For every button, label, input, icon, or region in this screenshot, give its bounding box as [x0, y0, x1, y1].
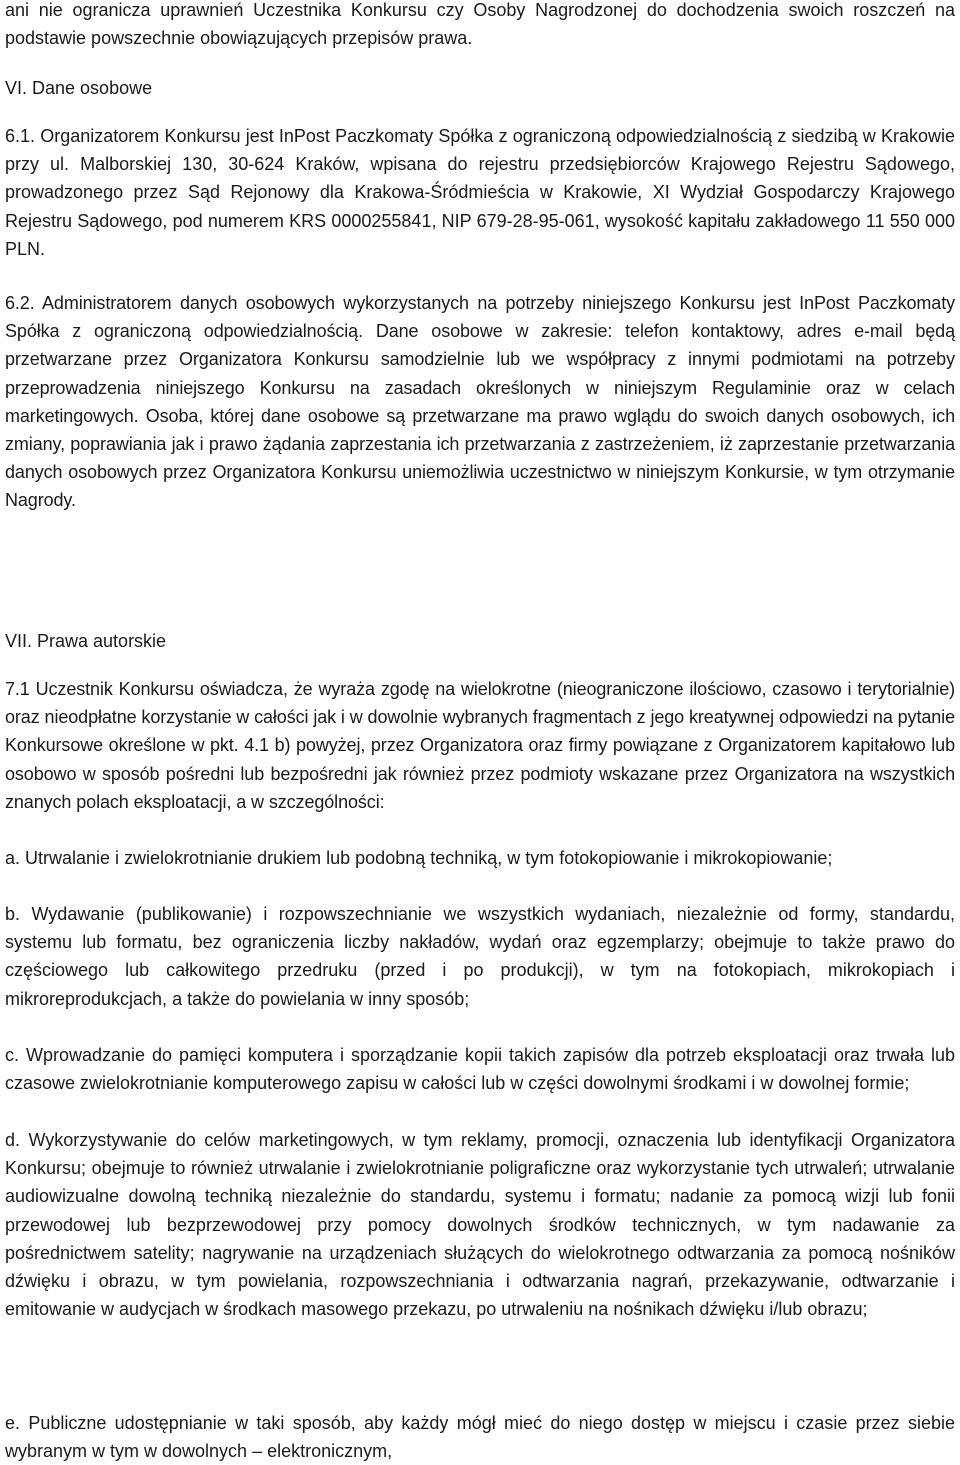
list-item-c: c. Wprowadzanie do pamięci komputera i sporządzanie kopii takich zapisów dla potrzeb eksploatacji oraz trwała lub czasowe zwielokrotnianie komputerowego zapisu w całości lub w części dowolnymi środkami i w dowolnej formie;: [5, 1045, 955, 1094]
paragraph-6-1: 6.1. Organizatorem Konkursu jest InPost Paczkomaty Spółka z ograniczoną odpowiedzialnością z siedzibą w Krakowie przy ul. Malborskiej 130, 30-624 Kraków, wpisana do rejestru przedsiębiorców Krajowego Rejestru Sądowego, prowadzonego przez Sąd Rejonowy dla Krakowa-Śródmieścia w Krakowie, XI Wydział Gospodarczy Krajowego Rejestru Sądowego, pod numerem KRS 0000255841, NIP 679-28-95-061, wysokość kapitału zakładowego 11 550 000 PLN.: [5, 126, 955, 259]
list-item-d: d. Wykorzystywanie do celów marketingowych, w tym reklamy, promocji, oznaczenia lub identyfikacji Organizatora Konkursu; obejmuje to również utrwalanie i zwielokrotnianie poligraficzne oraz wykorzystanie tych utrwaleń; utrwalanie audiowizualne dowolną techniką niezależnie do standardu, systemu i formatu; nadanie za pomocą wizji lub fonii przewodowej lub bezprzewodowej przy pomocy dowolnych środków technicznych, w tym nadawanie za pośrednictwem satelity; nagrywanie na urządzeniach służących do wielokrotnego odtwarzania za pomocą nośników dźwięku i obrazu, w tym powielania, rozpowszechniania i odtwarzania nagrań, przekazywanie, odtwarzanie i emitowanie w audycjach w środkach masowego przekazu, po utrwaleniu na nośnikach dźwięku i/lub obrazu;: [5, 1130, 955, 1320]
paragraph-carryover: ani nie ogranicza uprawnień Uczestnika Konkursu czy Osoby Nagrodzonej do dochodzenia swoich roszczeń na podstawie powszechnie obowiązujących przepisów prawa.: [5, 0, 955, 49]
list-item-e: e. Publiczne udostępnianie w taki sposób, aby każdy mógł mieć do niego dostęp w miejscu i czasie przez siebie wybranym w tym w dowolnych – elektronicznym,: [5, 1413, 955, 1462]
section-vi-heading: VI. Dane osobowe: [5, 78, 153, 98]
section-vii-heading: VII. Prawa autorskie: [5, 631, 167, 651]
list-item-b: b. Wydawanie (publikowanie) i rozpowszechnianie we wszystkich wydaniach, niezależnie od formy, standardu, systemu lub formatu, bez ograniczenia liczby nakładów, wydań oraz egzemplarzy; obejmuje to także prawo do częściowego lub całkowitego przedruku (przed i po produkcji), w tym na fotokopiach, mikrokopiach i mikroreprodukcjach, a także do powielania w inny sposób;: [5, 904, 955, 1009]
paragraph-7-1: 7.1 Uczestnik Konkursu oświadcza, że wyraża zgodę na wielokrotne (nieograniczone ilościowo, czasowo i terytorialnie) oraz nieodpłatne korzystanie w całości jak i w dowolnie wybranych fragmentach z jego kreatywnej odpowiedzi na pytanie Konkursowe określone w pkt. 4.1 b) powyżej, przez Organizatora oraz firmy powiązane z Organizatorem kapitałowo lub osobowo w sposób pośredni lub bezpośredni jak również przez podmioty wskazane przez Organizatora na wszystkich znanych polach eksploatacji, a w szczególności:: [5, 679, 955, 812]
paragraph-6-2: 6.2. Administratorem danych osobowych wykorzystanych na potrzeby niniejszego Konkursu jest InPost Paczkomaty Spółka z ograniczoną odpowiedzialnością. Dane osobowe w zakresie: telefon kontaktowy, adres e-mail będą przetwarzane przez Organizatora Konkursu samodzielnie lub we współpracy z innymi podmiotami na potrzeby przeprowadzenia niniejszego Konkursu na zasadach określonych w niniejszym Regulaminie oraz w celach marketingowych. Osoba, której dane osobowe są przetwarzane ma prawo wglądu do swoich danych osobowych, ich zmiany, poprawiania jak i prawo żądania zaprzestania ich przetwarzania z zastrzeżeniem, iż zaprzestanie przetwarzania danych osobowych przez Organizatora Konkursu uniemożliwia uczestnictwo w niniejszym Konkursie, w tym otrzymanie Nagrody.: [5, 293, 955, 511]
list-item-a: a. Utrwalanie i zwielokrotnianie drukiem lub podobną techniką, w tym fotokopiowanie i mikrokopiowanie;: [5, 848, 833, 868]
